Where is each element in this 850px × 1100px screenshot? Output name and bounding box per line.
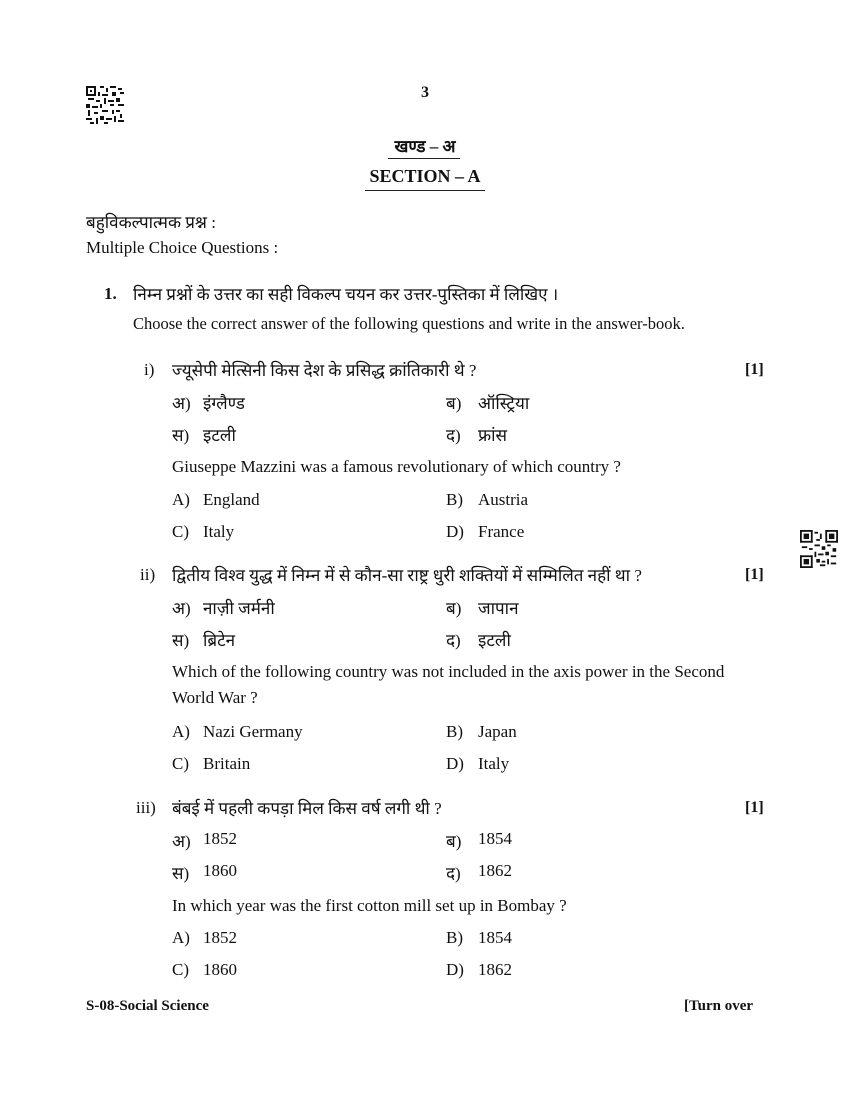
option-key: C)	[172, 522, 189, 541]
question-label: i)	[144, 360, 155, 379]
option-text: 1854	[478, 829, 512, 848]
option-text: France	[478, 522, 525, 541]
option-key: स)	[172, 426, 190, 445]
option-text: इंग्लैण्ड	[203, 394, 245, 413]
option-text: फ्रांस	[478, 426, 508, 445]
section-heading-hindi: खण्ड – अ	[394, 137, 456, 156]
option-key: B)	[446, 490, 463, 509]
page-number: 3	[421, 84, 429, 101]
option-text: 1860	[203, 960, 237, 979]
option-text: जापान	[478, 599, 519, 618]
option-key: A)	[172, 928, 190, 947]
instruction-english: Choose the correct answer of the following questions and write in the answer-book.	[133, 314, 685, 333]
option-key: अ)	[172, 394, 191, 413]
option-key: A)	[172, 722, 190, 741]
question-marks: [1]	[745, 799, 764, 816]
heading-underline-english	[365, 190, 485, 191]
question-text-hindi: बंबई में पहली कपड़ा मिल किस वर्ष लगी थी ?	[172, 799, 442, 818]
question-number: 1.	[104, 284, 117, 303]
option-text: England	[203, 490, 260, 509]
option-key: ब)	[446, 394, 462, 413]
option-text: 1860	[203, 861, 237, 880]
option-key: C)	[172, 754, 189, 773]
question-label: iii)	[136, 798, 156, 817]
question-text-english: Which of the following country was not included in the axis power in the Second World War ?	[172, 662, 725, 707]
question-text-english: In which year was the first cotton mill set up in Bombay ?	[172, 896, 567, 915]
question-marks: [1]	[745, 361, 764, 378]
heading-underline-hindi	[388, 158, 460, 159]
option-text: Italy	[203, 522, 235, 541]
option-key: D)	[446, 522, 464, 541]
paper-code: S-08-Social Science	[86, 998, 209, 1014]
option-key: ब)	[446, 599, 462, 618]
mcq-label-hindi: बहुविकल्पात्मक प्रश्न :	[86, 213, 216, 232]
option-text: इटली	[478, 631, 511, 650]
option-text: Italy	[478, 754, 510, 773]
question-text-hindi: ज्यूसेपी मेत्सिनी किस देश के प्रसिद्ध क्रांतिकारी थे ?	[172, 361, 477, 380]
question-text-english: Giuseppe Mazzini was a famous revolutionary of which country ?	[172, 457, 621, 476]
option-text: 1862	[478, 861, 512, 880]
mcq-label-english: Multiple Choice Questions :	[86, 238, 279, 257]
option-text: 1854	[478, 928, 512, 947]
option-text: Nazi Germany	[203, 722, 303, 741]
turn-over-note: [Turn over	[684, 998, 754, 1014]
option-key: द)	[446, 864, 461, 883]
option-text: 1852	[203, 928, 237, 947]
option-text: 1862	[478, 960, 512, 979]
option-key: D)	[446, 960, 464, 979]
option-text: Japan	[478, 722, 517, 741]
option-key: द)	[446, 426, 461, 445]
option-key: द)	[446, 631, 461, 650]
section-heading-english: SECTION – A	[369, 166, 481, 186]
option-text: Britain	[203, 754, 251, 773]
option-key: स)	[172, 864, 190, 883]
option-key: D)	[446, 754, 464, 773]
option-text: 1852	[203, 829, 237, 848]
option-text: Austria	[478, 490, 529, 509]
option-key: C)	[172, 960, 189, 979]
question-marks: [1]	[745, 566, 764, 583]
option-text: ब्रिटेन	[203, 631, 236, 650]
option-text: इटली	[203, 426, 236, 445]
option-key: अ)	[172, 599, 191, 618]
qr-code-right-margin	[800, 530, 838, 568]
option-key: ब)	[446, 832, 462, 851]
question-text-hindi: द्वितीय विश्व युद्ध में निम्न में से कौन-सा राष्ट्र धुरी शक्तियों में सम्मिलित नहीं था ?	[172, 566, 642, 585]
option-key: A)	[172, 490, 190, 509]
question-label: ii)	[140, 565, 156, 584]
option-text: नाज़ी जर्मनी	[203, 599, 275, 618]
option-key: अ)	[172, 832, 191, 851]
instruction-hindi: निम्न प्रश्नों के उत्तर का सही विकल्प चयन कर उत्तर-पुस्तिका में लिखिए ।	[133, 285, 559, 304]
option-key: स)	[172, 631, 190, 650]
option-text: ऑस्ट्रिया	[478, 394, 530, 413]
option-key: B)	[446, 928, 463, 947]
option-key: B)	[446, 722, 463, 741]
